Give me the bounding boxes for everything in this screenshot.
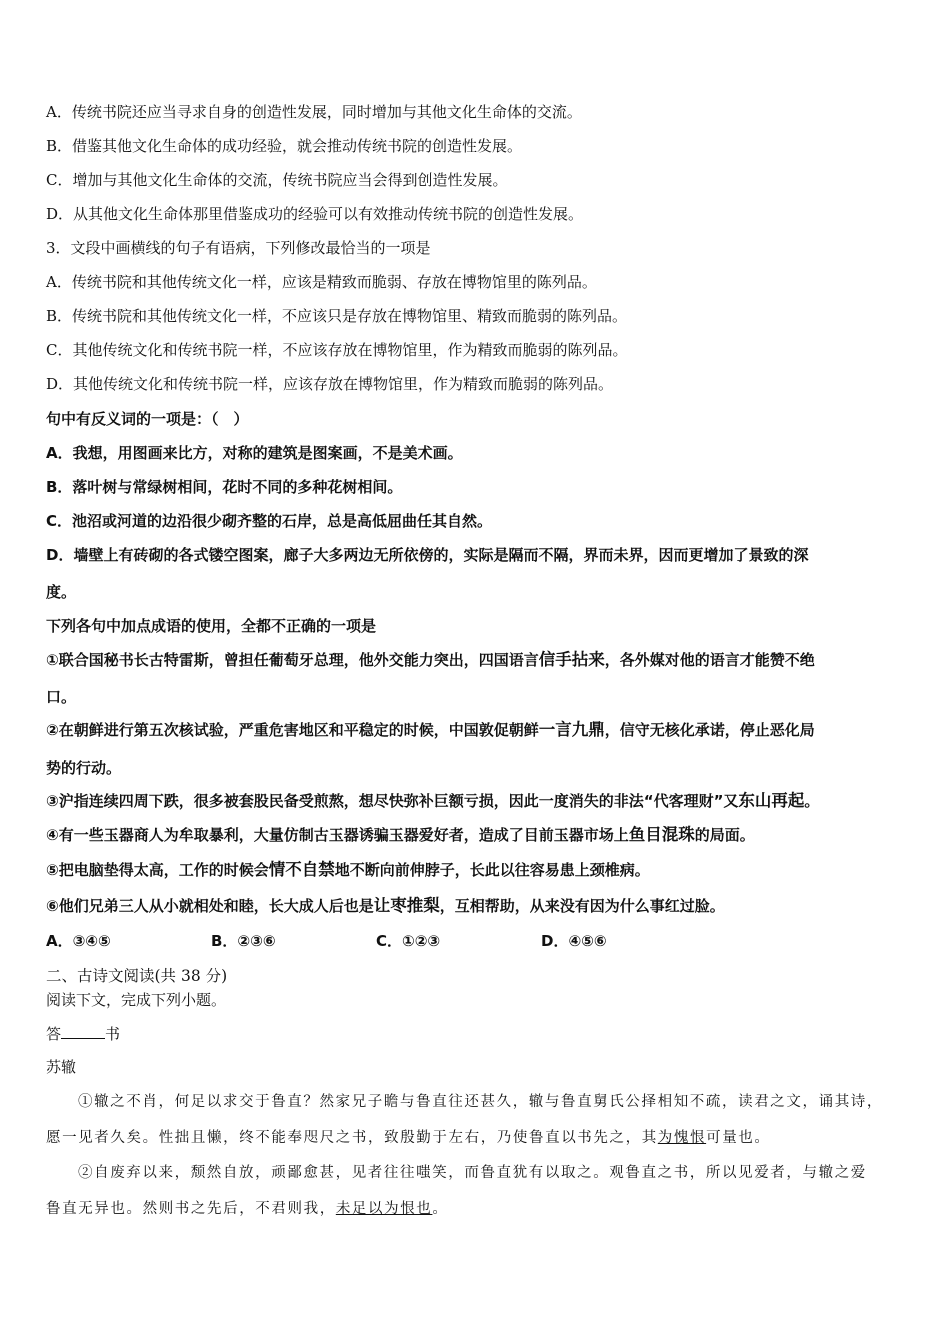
idiom-sentence-3: [46, 791, 819, 811]
passage-title: [46, 1024, 120, 1044]
passage-title-post: 书: [105, 1025, 121, 1043]
idiom-sentence-3-idiom: 东山再起: [738, 791, 805, 810]
q3-stem: 3．文段中画横线的句子有语病，下列修改最恰当的一项是: [46, 239, 431, 257]
q2-option-b: B．借鉴其他文化生命体的成功经验，就会推动传统书院的创造性发展。: [46, 137, 523, 155]
idiom-sentence-4-idiom: 鱼目混珠: [628, 825, 695, 844]
q2-option-c: C．增加与其他文化生命体的交流，传统书院应当会得到创造性发展。: [46, 171, 508, 189]
idiom-sentence-2-idiom: 一言九鼎: [538, 720, 605, 739]
q2-option-d: D．从其他文化生命体那里借鉴成功的经验可以有效推动传统书院的创造性发展。: [46, 205, 584, 223]
passage-author: 苏辙: [46, 1058, 77, 1076]
idiom-choice-d: D．④⑤⑥: [541, 932, 607, 950]
idiom-sentence-4-text-b: 的局面。: [694, 826, 755, 844]
idiom-sentence-1-cont: 口。: [46, 688, 77, 706]
antonym-option-b: B．落叶树与常绿树相间，花时不同的多种花树相间。: [46, 478, 403, 496]
passage-p1-line2: [46, 1128, 771, 1148]
idiom-sentence-5-text-b: 地不断向前伸脖子，长此以往容易患上颈椎病。: [334, 861, 650, 879]
antonym-option-c: C．池沼或河道的边沿很少砌齐整的石岸，总是高低屈曲任其自然。: [46, 512, 493, 530]
passage-p2-line2: [46, 1199, 449, 1219]
passage-p1-line1: ①辙之不肖，何足以求交于鲁直？然家兄子瞻与鲁直往还甚久，辙与鲁直舅氏公择相知不疏，读君之文，诵其诗，: [78, 1094, 883, 1110]
idiom-sentence-3-text-a: ③沪指连续四周下跌，很多被套股民备受煎熬，想尽快弥补巨额亏损，因此一度消失的非法“代客理财”又: [46, 792, 739, 810]
idiom-sentence-4-text-a: ④有一些玉器商人为牟取暴利，大量仿制古玉器诱骗玉器爱好者，造成了目前玉器市场上: [46, 826, 629, 844]
idiom-sentence-2-text-b: ，信守无核化承诺，停止恶化局: [604, 721, 815, 739]
idiom-sentence-6: [46, 896, 725, 916]
idiom-sentence-5-text-a: ⑤把电脑垫得太高，工作的时候会: [46, 861, 269, 879]
idiom-sentence-4: [46, 825, 755, 845]
idiom-sentence-5-idiom: 情不自禁: [268, 860, 335, 879]
idiom-sentence-5: [46, 860, 650, 880]
section2-heading: 二、古诗文阅读(共 38 分): [46, 967, 228, 985]
passage-p1-text-a: 愿一见者久矣。性拙且懒，终不能奉咫尺之书，致殷勤于左右，乃使鲁直以书先之，其: [46, 1130, 658, 1146]
passage-p1-underlined: 为愧恨: [657, 1130, 707, 1146]
title-blank: [61, 1024, 105, 1039]
antonym-stem: 句中有反义词的一项是：（ ）: [46, 410, 249, 428]
idiom-choices: [46, 931, 607, 951]
q3-option-c: C．其他传统文化和传统书院一样，不应该存放在博物馆里，作为精致而脆弱的陈列品。: [46, 341, 628, 359]
idiom-sentence-3-text-b: 。: [804, 792, 820, 810]
passage-p2-text-a: 鲁直无异也。然则书之先后，不君则我，: [46, 1201, 336, 1217]
q2-option-a: A．传统书院还应当寻求自身的创造性发展，同时增加与其他文化生命体的交流。: [46, 103, 582, 121]
q3-option-a: A．传统书院和其他传统文化一样，应该是精致而脆弱、存放在博物馆里的陈列品。: [46, 273, 597, 291]
idiom-sentence-1: [46, 650, 815, 670]
section2-intro: 阅读下文，完成下列小题。: [46, 991, 227, 1009]
idiom-sentence-1-idiom: 信手拈来: [538, 650, 605, 669]
idiom-choice-b: B．②③⑥: [211, 932, 276, 950]
idiom-sentence-6-idiom: 让枣推梨: [373, 896, 440, 915]
idiom-choice-a: A．③④⑤: [46, 932, 111, 950]
idiom-sentence-1-text-b: ，各外媒对他的语言才能赞不绝: [604, 651, 815, 669]
idiom-sentence-6-text-b: ，互相帮助，从来没有因为什么事红过脸。: [439, 897, 725, 915]
idiom-sentence-2: [46, 720, 815, 740]
antonym-option-d-line2: 度。: [46, 583, 77, 601]
idiom-stem: 下列各句中加点成语的使用，全都不正确的一项是: [46, 617, 377, 635]
passage-p1-text-b: 可量也。: [706, 1130, 771, 1146]
passage-p2-text-b: 。: [432, 1201, 449, 1217]
idiom-sentence-2-text-a: ②在朝鲜进行第五次核试验，严重危害地区和平稳定的时候，中国敦促朝鲜: [46, 721, 539, 739]
antonym-option-d-line1: D．墙壁上有砖砌的各式镂空图案，廊子大多两边无所依傍的，实际是隔而不隔，界而未界，因而更增加了景致的深: [46, 546, 809, 564]
antonym-option-a: A．我想，用图画来比方，对称的建筑是图案画，不是美术画。: [46, 444, 463, 462]
idiom-sentence-2-cont: 势的行动。: [46, 759, 122, 777]
q3-option-b: B．传统书院和其他传统文化一样，不应该只是存放在博物馆里、精致而脆弱的陈列品。: [46, 307, 628, 325]
passage-p2-line1: ②自废弃以来，颓然自放，顽鄙愈甚，见者往往嗤笑，而鲁直犹有以取之。观鲁直之书，所以见爱者，与辙之爱: [78, 1165, 867, 1181]
idiom-sentence-6-text-a: ⑥他们兄弟三人从小就相处和睦，长大成人后也是: [46, 897, 374, 915]
q3-option-d: D．其他传统文化和传统书院一样，应该存放在博物馆里，作为精致而脆弱的陈列品。: [46, 375, 614, 393]
idiom-choice-c: C．①②③: [376, 932, 441, 950]
passage-title-pre: 答: [46, 1025, 62, 1043]
passage-p2-underlined: 未足以为恨也: [335, 1201, 433, 1217]
idiom-sentence-1-text-a: ①联合国秘书长古特雷斯，曾担任葡萄牙总理，他外交能力突出，四国语言: [46, 651, 539, 669]
